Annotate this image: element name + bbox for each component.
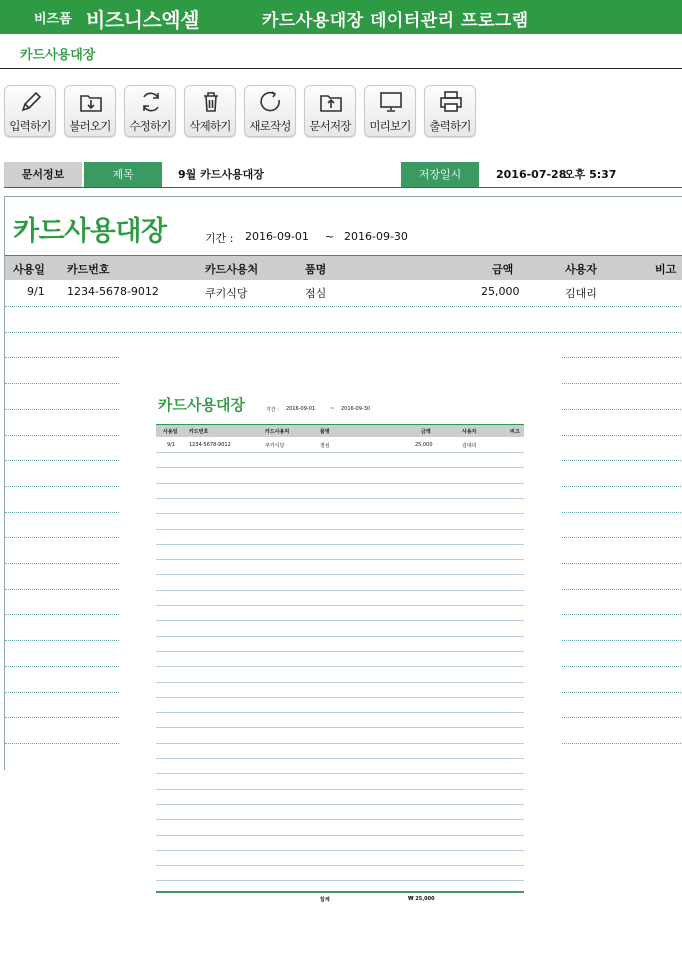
saved-date: 2016-07-28 (496, 168, 567, 181)
load-button[interactable] (64, 85, 116, 137)
preview-cell-date: 9/1 (167, 442, 176, 448)
preview-cell-amount: 25,000 (415, 442, 433, 448)
period-end[interactable]: 2016-09-30 (344, 230, 408, 243)
subject-label: 제목 (84, 162, 162, 187)
cell-date[interactable]: 9/1 (27, 285, 45, 298)
edit-button[interactable] (124, 85, 176, 137)
preview-row-divider (156, 789, 524, 790)
preview-row-divider (156, 819, 524, 820)
preview-row-divider (156, 865, 524, 866)
preview-row-divider (156, 544, 524, 545)
preview-row-divider (156, 850, 524, 851)
cell-place[interactable]: 쿠키식당 (205, 287, 248, 300)
col-date: 사용일 (13, 263, 45, 276)
col-user: 사용자 (565, 263, 597, 276)
subject-value[interactable]: 9월 카드사용대장 (178, 168, 264, 181)
preview-row-divider (156, 835, 524, 836)
preview-total-row (156, 896, 524, 906)
print-button-label: 출력하기 (429, 119, 471, 133)
preview-col-place: 카드사용처 (265, 429, 290, 435)
doc-info-label: 문서정보 (4, 162, 82, 187)
document-info-bar (4, 162, 682, 188)
trash-icon (198, 89, 224, 115)
preview-row-divider (156, 452, 524, 453)
preview-row-divider (156, 682, 524, 683)
sheet-title: 카드사용대장 (20, 48, 96, 63)
preview-cell-user: 김대리 (462, 443, 477, 449)
delete-button-label: 삭제하기 (189, 119, 231, 133)
pencil-icon (18, 89, 44, 115)
preview-row-divider (156, 559, 524, 560)
form-title: 카드사용대장 (13, 216, 167, 247)
download-icon (78, 89, 104, 115)
input-button-label: 입력하기 (9, 119, 51, 133)
preview-total-label: 합계 (320, 897, 330, 903)
cell-card-number[interactable]: 1234-5678-9012 (67, 285, 159, 298)
preview-row-divider (156, 605, 524, 606)
preview-col-amount: 금액 (421, 429, 431, 435)
preview-button[interactable] (364, 85, 416, 137)
saved-label: 저장일시 (401, 162, 479, 187)
brand-small: 비즈폼 (34, 12, 72, 27)
preview-row-divider (156, 880, 524, 881)
preview-title: 카드사용대장 (158, 396, 245, 414)
preview-col-user: 사용자 (462, 429, 477, 435)
col-place: 카드사용처 (205, 263, 259, 276)
delete-button[interactable] (184, 85, 236, 137)
input-button[interactable] (4, 85, 56, 137)
preview-row-divider (156, 498, 524, 499)
cell-item[interactable]: 점심 (305, 287, 327, 300)
app-banner (0, 0, 682, 34)
edit-button-label: 수정하기 (129, 119, 171, 133)
preview-row-divider (156, 743, 524, 744)
refresh-icon (138, 89, 164, 115)
divider (0, 68, 682, 69)
printer-icon (438, 89, 464, 115)
preview-col-card-number: 카드번호 (189, 429, 209, 435)
preview-row-divider (156, 467, 524, 468)
preview-period-label: 기간 : (266, 407, 279, 413)
preview-period-end: 2016-09-30 (341, 406, 371, 412)
preview-row-divider (156, 590, 524, 591)
program-title: 카드사용대장 데이터관리 프로그램 (262, 11, 529, 31)
preview-period-separator: ~ (330, 406, 335, 412)
preview-button-label: 미리보기 (369, 119, 411, 133)
table-header (5, 255, 682, 280)
preview-row-divider (156, 804, 524, 805)
save-folder-icon (318, 89, 344, 115)
period-separator: ~ (325, 230, 335, 243)
period-start[interactable]: 2016-09-01 (245, 230, 309, 243)
load-button-label: 불러오기 (69, 119, 111, 133)
period-label: 기간 : (205, 232, 234, 245)
new-button-label: 새로작성 (249, 119, 291, 133)
preview-row-divider (156, 651, 524, 652)
print-button[interactable] (424, 85, 476, 137)
new-icon (258, 89, 284, 115)
save-button[interactable] (304, 85, 356, 137)
row-divider (5, 332, 682, 333)
preview-total-value: ₩ 25,000 (408, 896, 435, 902)
row-divider (5, 306, 682, 307)
preview-row-divider (156, 758, 524, 759)
preview-row-divider (156, 712, 524, 713)
preview-cell-item: 점심 (320, 443, 330, 449)
preview-row-divider (156, 773, 524, 774)
preview-row-divider (156, 697, 524, 698)
preview-row-divider (156, 620, 524, 621)
preview-row-divider (156, 529, 524, 530)
preview-cell-place: 쿠키식당 (265, 443, 285, 449)
monitor-icon (378, 89, 404, 115)
preview-table-row (156, 442, 524, 450)
preview-col-note: 비고 (510, 429, 520, 435)
table-row[interactable] (5, 285, 682, 305)
col-note: 비고 (655, 263, 677, 276)
preview-total-divider (156, 891, 524, 893)
preview-row-divider (156, 483, 524, 484)
new-button[interactable] (244, 85, 296, 137)
preview-row-divider (156, 513, 524, 514)
print-preview (120, 356, 562, 903)
preview-period-start: 2016-09-01 (286, 406, 316, 412)
preview-col-item: 품명 (320, 429, 330, 435)
save-button-label: 문서저장 (309, 119, 351, 133)
preview-table-header (156, 424, 524, 437)
brand-logo-text: 비즈니스엑셀 (86, 8, 199, 32)
cell-user[interactable]: 김대리 (565, 287, 597, 300)
preview-row-divider (156, 636, 524, 637)
preview-col-date: 사용일 (163, 429, 178, 435)
preview-cell-card-number: 1234-5678-9012 (189, 442, 231, 448)
preview-row-divider (156, 574, 524, 575)
preview-row-divider (156, 666, 524, 667)
saved-time: 오후 5:37 (564, 168, 617, 181)
col-card-number: 카드번호 (67, 263, 110, 276)
preview-row-divider (156, 727, 524, 728)
col-amount: 금액 (492, 263, 514, 276)
cell-amount[interactable]: 25,000 (481, 285, 520, 298)
col-item: 품명 (305, 263, 327, 276)
